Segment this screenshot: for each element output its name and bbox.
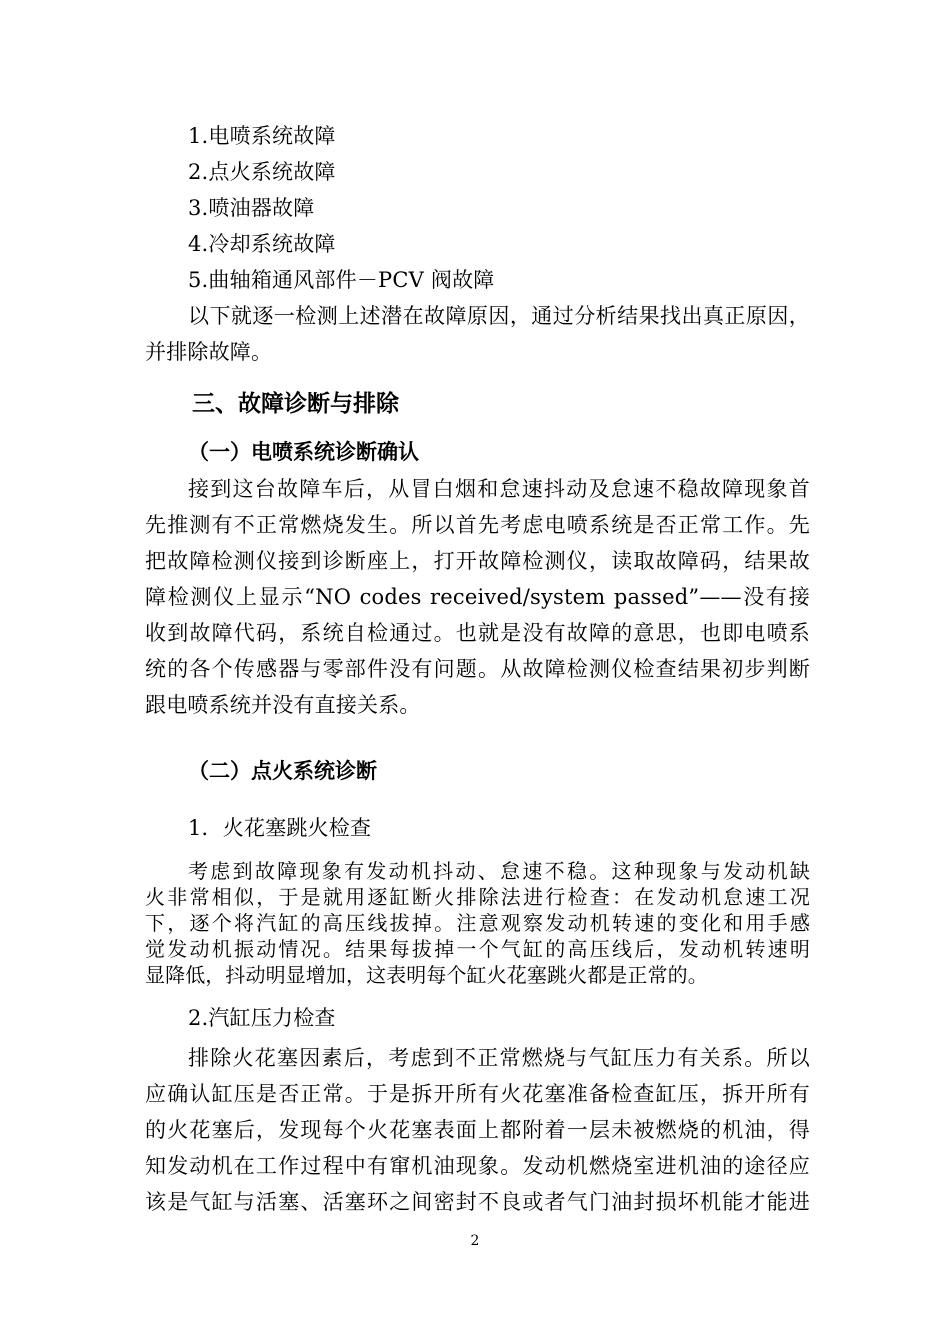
list-item: 2.点火系统故障 [188,160,336,184]
list-item: 3.喷油器故障 [188,196,315,220]
paragraph-line: 统的各个传感器与零部件没有问题。从故障检测仪检查结果初步判断 [145,657,810,681]
paragraph-line: 收到故障代码，系统自检通过。也就是没有故障的意思，也即电喷系 [145,621,810,645]
paragraph-line: 觉发动机振动情况。结果每拔掉一个气缸的高压线后，发动机转速明 [145,937,810,961]
section-heading: 三、故障诊断与排除 [192,391,399,417]
paragraph-line: 考虑到故障现象有发动机抖动、怠速不稳。这种现象与发动机缺 [188,859,810,883]
paragraph-line: 跟电喷系统并没有直接关系。 [145,693,421,717]
paragraph-line: 障检测仪上显示“NO codes received/system passed”——没有接 [145,585,810,609]
paragraph-line: 知发动机在工作过程中有窜机油现象。发动机燃烧室进机油的途径应 [145,1154,810,1178]
item-title: 2.汽缸压力检查 [188,1006,336,1030]
item-title: 1．火花塞跳火检查 [188,816,372,840]
paragraph-line: 该是气缸与活塞、活塞环之间密封不良或者气门油封损坏机能才能进 [145,1190,810,1214]
list-item: 4.冷却系统故障 [188,232,336,256]
paragraph-line: 下，逐个将汽缸的高压线拔掉。注意观察发动机转速的变化和用手感 [145,911,810,935]
paragraph-line: 排除火花塞因素后，考虑到不正常燃烧与气缸压力有关系。所以 [188,1046,810,1070]
paragraph-line: 以下就逐一检测上述潜在故障原因，通过分析结果找出真正原因， [188,304,810,328]
paragraph-line: 显降低，抖动明显增加，这表明每个缸火花塞跳火都是正常的。 [145,963,708,987]
page-number: 2 [470,1233,480,1249]
list-item: 5.曲轴箱通风部件－PCV 阀故障 [188,268,495,292]
paragraph-line: 并排除故障。 [145,340,273,364]
paragraph-line: 接到这台故障车后，从冒白烟和怠速抖动及怠速不稳故障现象首 [188,477,810,501]
list-item: 1.电喷系统故障 [188,124,336,148]
subsection-heading: （一）电喷系统诊断确认 [188,440,419,464]
paragraph-line: 先推测有不正常燃烧发生。所以首先考虑电喷系统是否正常工作。先 [145,513,810,537]
subsection-heading: （二）点火系统诊断 [188,759,377,783]
paragraph-line: 应确认缸压是否正常。于是拆开所有火花塞准备检查缸压，拆开所有 [145,1082,810,1106]
paragraph-line: 的火花塞后，发现每个火花塞表面上都附着一层未被燃烧的机油，得 [145,1118,810,1142]
paragraph-line: 火非常相似，于是就用逐缸断火排除法进行检查：在发动机怠速工况 [145,885,810,909]
paragraph-line: 把故障检测仪接到诊断座上，打开故障检测仪，读取故障码，结果故 [145,549,810,573]
